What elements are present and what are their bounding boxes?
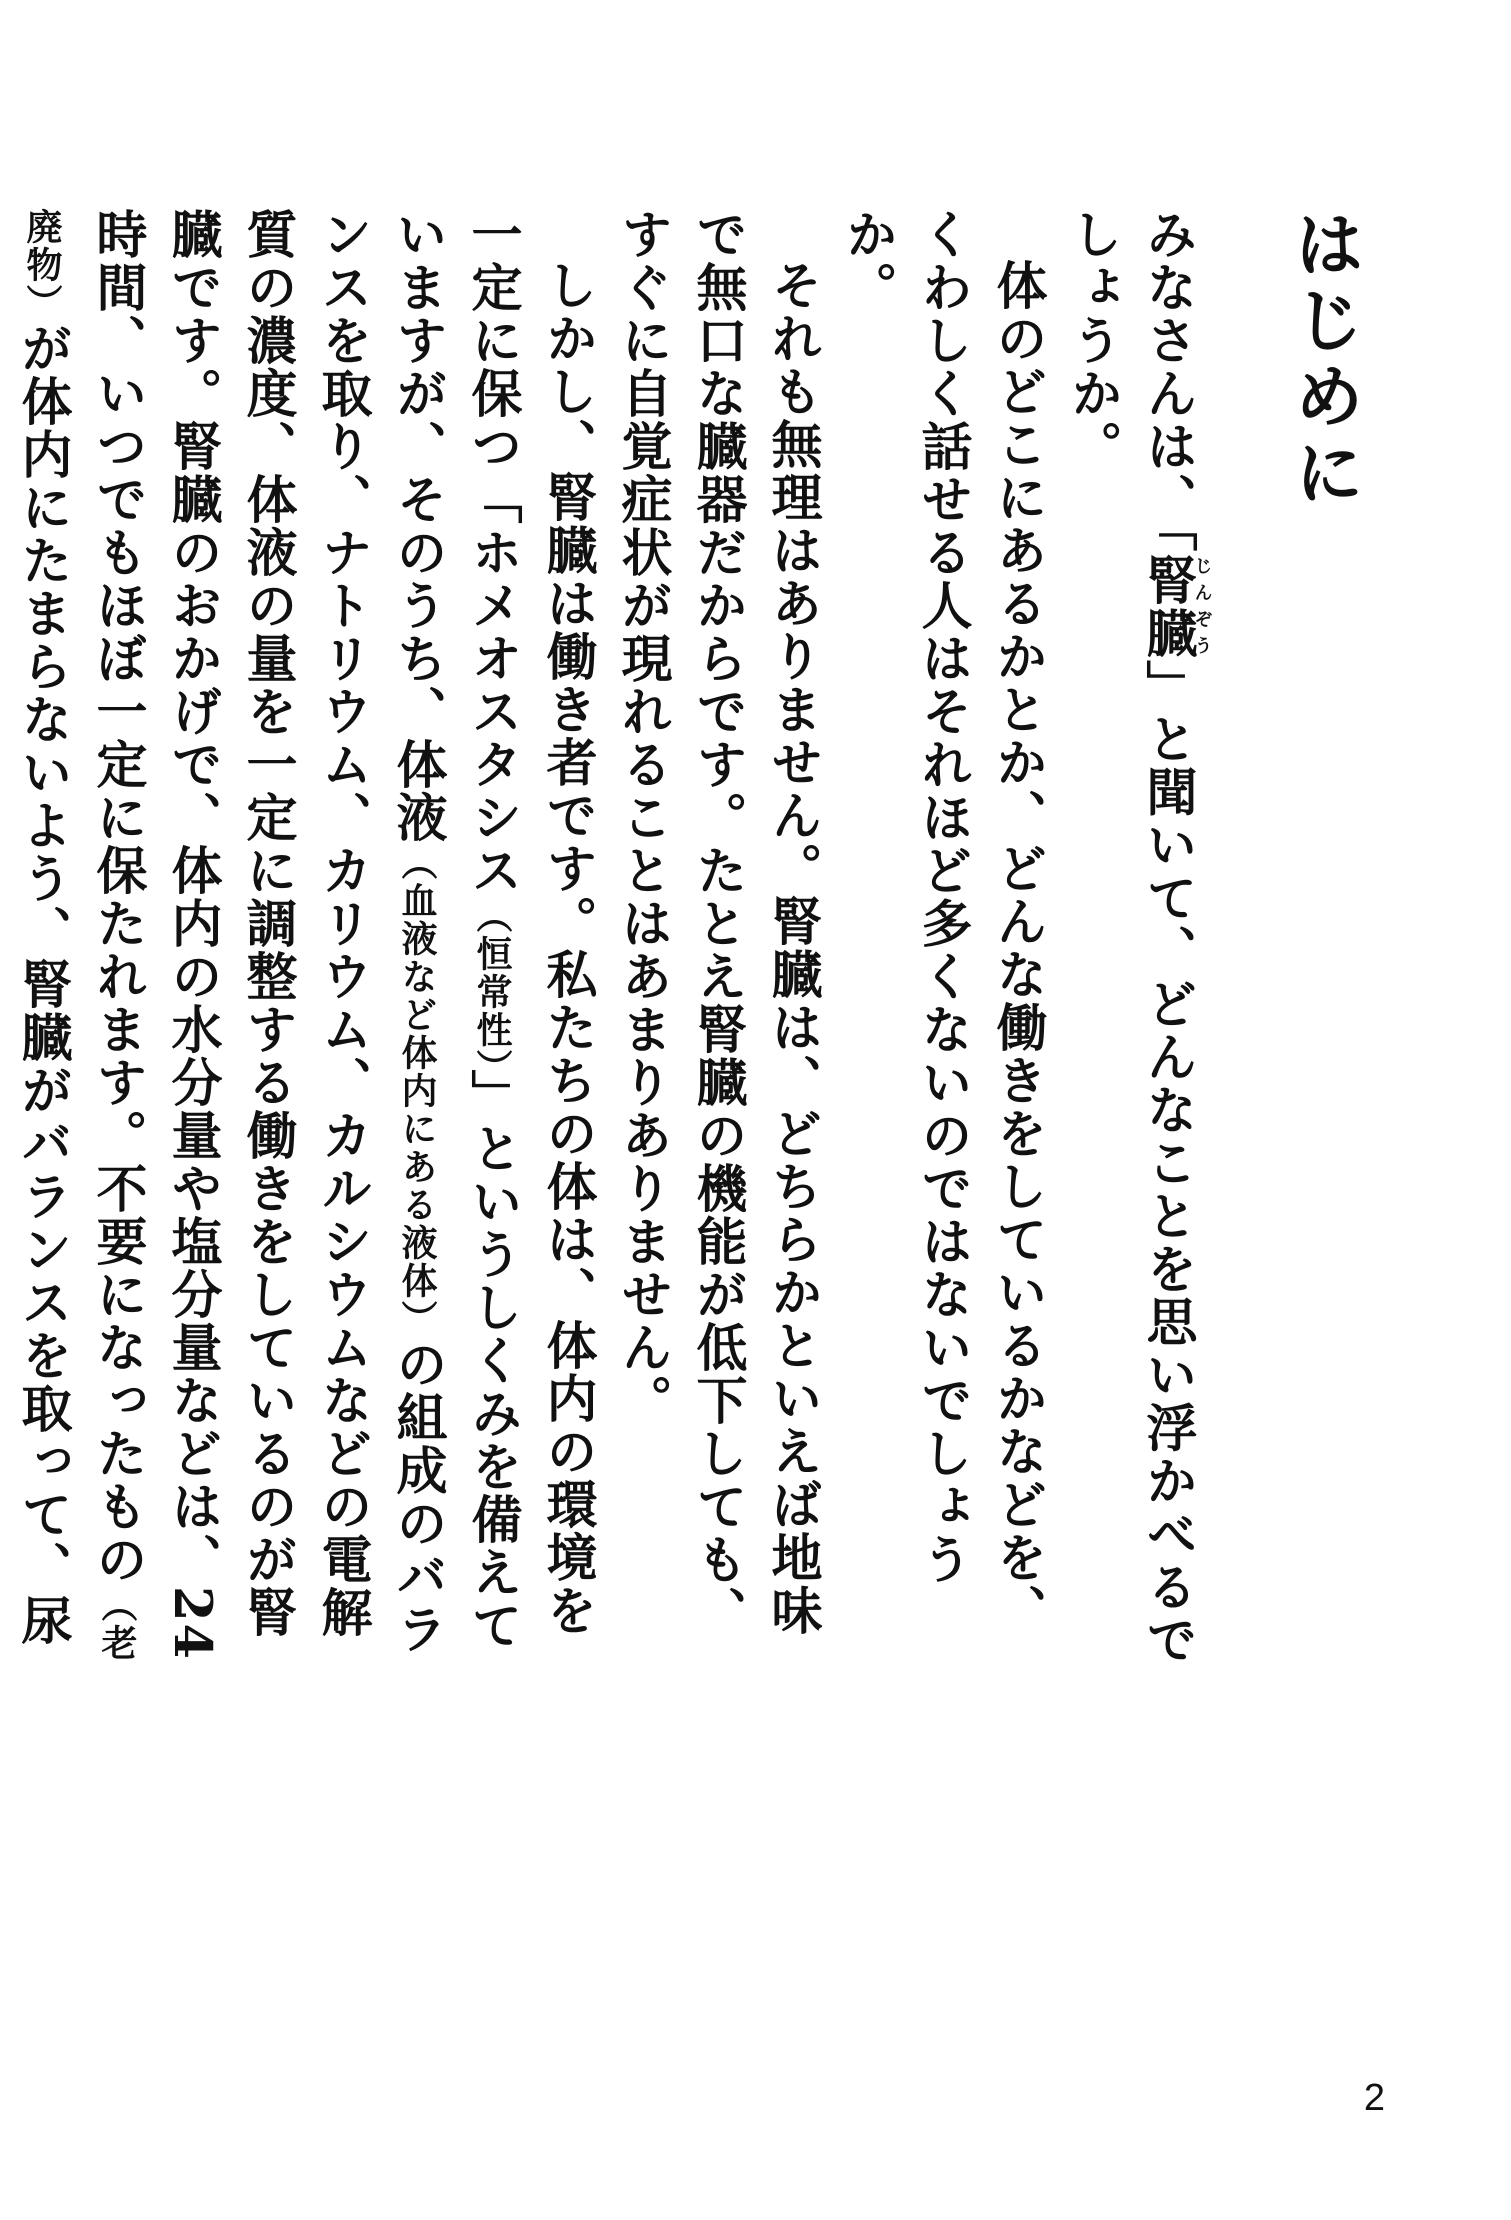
paragraph-4-s7: が体内にたまらないよう、腎臓がバランスを取って、尿	[12, 322, 72, 1647]
ruby-base: 腎臓	[1137, 553, 1197, 660]
paragraph-4-paren-constancy: （恒常性）	[471, 897, 513, 1069]
paragraph-1-after: 」と聞いて、どんなことを思い浮かべるでしょうか。	[1062, 208, 1197, 1667]
paragraph-2: 体のどこにあるかとか、どんな働きをしているかなどを、くわしく話せる人はそれほど多くないのではないでしょうか。	[837, 208, 1047, 1637]
paragraph-4-s3: 」というしくみを備えていますが、そのうち、体液	[387, 208, 522, 1652]
page-number: 2	[1363, 2077, 1385, 2119]
vertical-text-block	[0, 208, 1366, 1668]
ruby-kidney	[1137, 553, 1213, 660]
paragraph-4-s1: しかし、腎臓は働き者です。私たちの体は、体内の環境を一定に保つ「ホメオスタシス	[462, 208, 597, 1637]
paragraph-1-before: みなさんは、「	[1137, 208, 1197, 554]
paragraph-3: それも無理はありません。腎臓は、どちらかといえば地味で無口な臓器だからです。たとえ腎臓の機能が低下しても、すぐに自覚症状が現れることはあまりありません。	[612, 208, 822, 1639]
paragraph-4-paren-waste: （老廃物）	[21, 208, 138, 1662]
paragraph-1	[1054, 208, 1211, 1668]
chapter-heading: はじめに	[1283, 208, 1366, 512]
paragraph-4-s5: の組成のバランスを取り、ナトリウム、カリウム、カルシウムなどの電解質の濃度、体液の量を一定に調整する働きをしているのが腎臓です。腎臓のおかげで、体内の水分量や塩分量などは、24時間、いつでもほぼ一定に保たれます。不要になったもの	[87, 208, 447, 1661]
paragraph-4-paren-fluid: （血液など体内にある液体）	[396, 844, 438, 1338]
ruby-reading: じんぞう	[1191, 553, 1213, 660]
paragraph-4	[0, 208, 604, 1668]
